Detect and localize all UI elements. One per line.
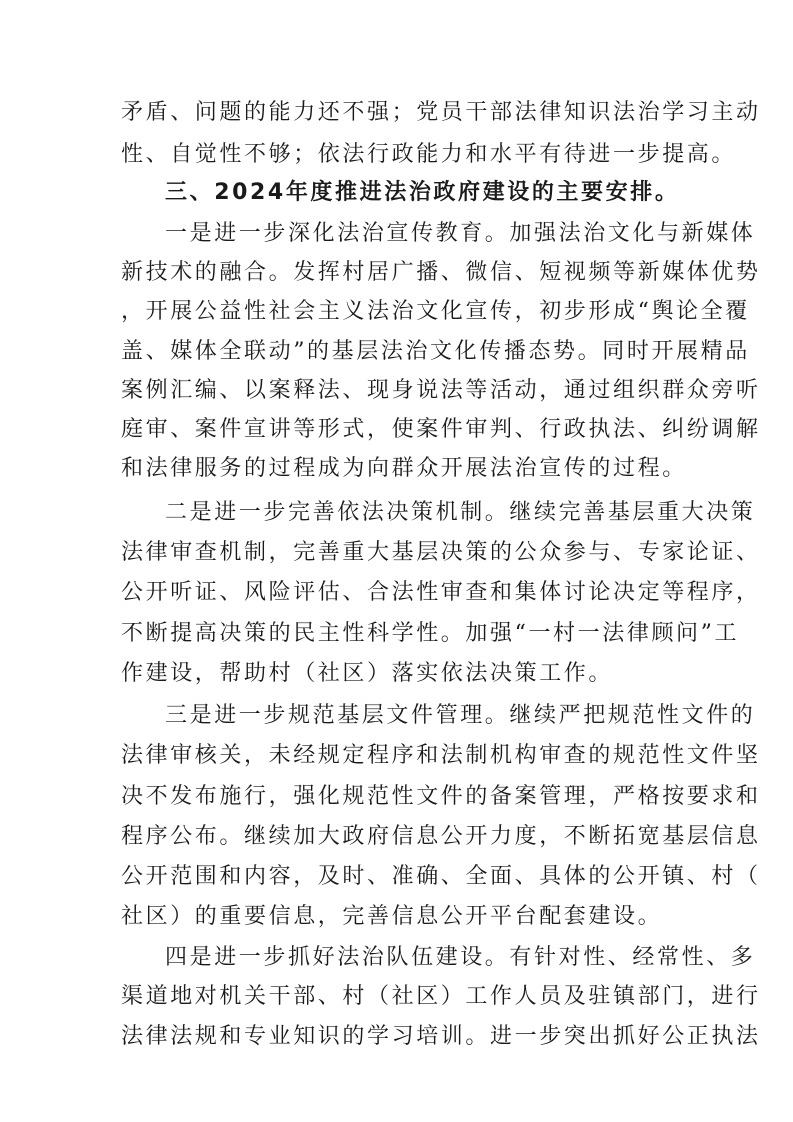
text-line: 性、自觉性不够；依法行政能力和水平有待进一步提高。 bbox=[121, 142, 737, 167]
text-line: 程序公布。继续加大政府信息公开力度，不断拓宽基层信息 bbox=[121, 824, 761, 849]
text-line: 矛盾、问题的能力还不强；党员干部法律知识法治学习主动 bbox=[121, 100, 761, 125]
text-line: ，开展公益性社会主义法治文化宣传，初步形成“舆论全覆 bbox=[121, 299, 750, 324]
text-line: 法律审查机制，完善重大基层决策的公众参与、专家论证、 bbox=[121, 540, 761, 565]
text-line: 庭审、案件宣讲等形式，使案件审判、行政执法、纠纷调解 bbox=[121, 417, 761, 442]
text-line: 四是进一步抓好法治队伍建设。有针对性、经常性、多 bbox=[165, 945, 756, 970]
text-line: 一是进一步深化法治宣传教育。加强法治文化与新媒体 bbox=[165, 221, 756, 246]
text-line: 和法律服务的过程成为向群众开展法治宣传的过程。 bbox=[121, 456, 687, 481]
text-line: 社区）的重要信息，完善信息公开平台配套建设。 bbox=[121, 904, 663, 929]
text-line: 新技术的融合。发挥村居广播、微信、短视频等新媒体优势 bbox=[121, 260, 761, 285]
text-line: 案例汇编、以案释法、现身说法等活动，通过组织群众旁听 bbox=[121, 378, 761, 403]
text-line: 不断提高决策的民主性科学性。加强“一村一法律顾问”工 bbox=[121, 621, 740, 646]
text-line: 作建设，帮助村（社区）落实依法决策工作。 bbox=[121, 661, 614, 686]
text-line: 渠道地对机关干部、村（社区）工作人员及驻镇部门，进行 bbox=[121, 984, 761, 1009]
section-heading: 三、2024年度推进法治政府建设的主要安排。 bbox=[165, 180, 680, 205]
text-line: 法律法规和专业知识的学习培训。进一步突出抓好公正执法 bbox=[121, 1024, 761, 1049]
text-line: 三是进一步规范基层文件管理。继续严把规范性文件的 bbox=[165, 703, 756, 728]
text-line: 决不发布施行，强化规范性文件的备案管理，严格按要求和 bbox=[121, 784, 761, 809]
text-line: 公开听证、风险评估、合法性审查和集体讨论决定等程序， bbox=[121, 580, 761, 605]
text-line: 法律审核关，未经规定程序和法制机构审查的规范性文件坚 bbox=[121, 743, 761, 768]
text-line: 盖、媒体全联动”的基层法治文化传播态势。同时开展精品 bbox=[121, 339, 750, 364]
text-line: 公开范围和内容，及时、准确、全面、具体的公开镇、村（ bbox=[121, 864, 761, 889]
text-line: 二是进一步完善依法决策机制。继续完善基层重大决策 bbox=[165, 500, 756, 525]
